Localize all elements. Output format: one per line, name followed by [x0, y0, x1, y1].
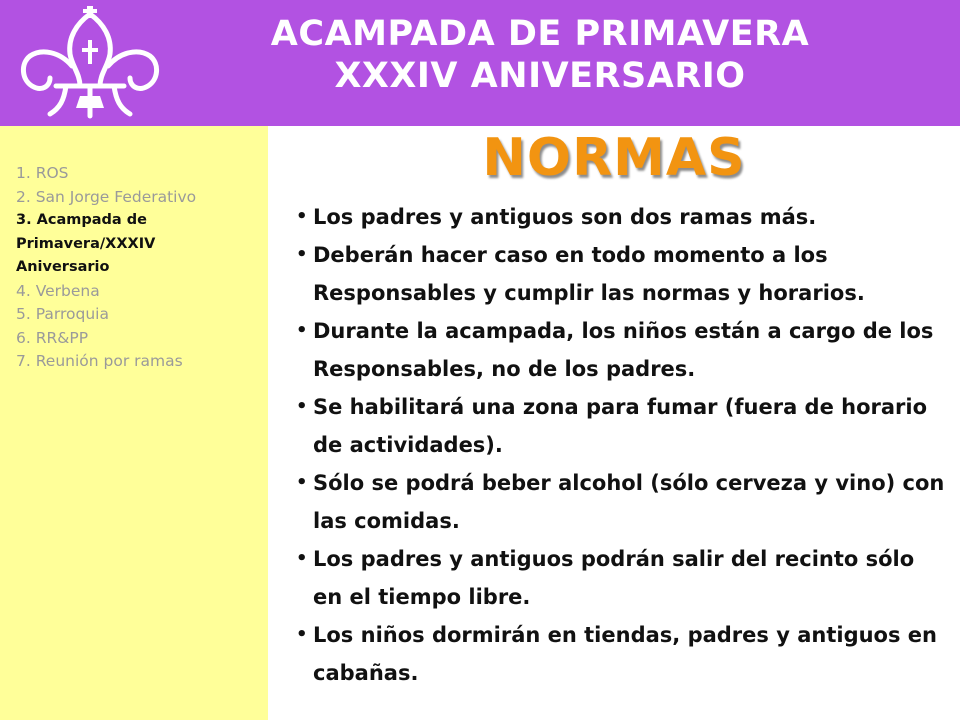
rule-item	[296, 388, 946, 464]
rule-text: Sólo se podrá beber alcohol (sólo cerveza y vino) con las comidas.	[313, 471, 945, 533]
scout-fleur-de-lis-logo-icon	[16, 4, 164, 122]
bullet-icon: •	[296, 206, 308, 227]
rule-text: Durante la acampada, los niños están a cargo de los Responsables, no de los padres.	[313, 319, 934, 381]
page-title-line-2: XXXIV ANIVERSARIO	[334, 56, 746, 96]
bullet-icon: •	[296, 548, 308, 569]
sidebar-item-ros[interactable]: 1. ROS	[16, 164, 69, 182]
bullet-icon: •	[296, 320, 308, 341]
bullet-icon: •	[296, 396, 308, 417]
bullet-icon: •	[296, 624, 308, 645]
rule-text: Los padres y antiguos podrán salir del recinto sólo en el tiempo libre.	[313, 547, 915, 609]
sidebar	[0, 126, 268, 720]
header-banner	[0, 0, 960, 126]
rule-item	[296, 198, 946, 236]
rule-text: Los niños dormirán en tiendas, padres y antiguos en cabañas.	[313, 623, 937, 685]
bullet-icon: •	[296, 472, 308, 493]
sidebar-item-parroquia[interactable]: 5. Parroquia	[16, 305, 109, 323]
sidebar-item-acampada-line-3[interactable]: Aniversario	[16, 259, 110, 275]
sidebar-item-reunion-por-ramas[interactable]: 7. Reunión por ramas	[16, 352, 183, 370]
main-content	[268, 126, 960, 720]
bullet-icon: •	[296, 244, 308, 265]
page-title-line-1: ACAMPADA DE PRIMAVERA	[270, 14, 810, 54]
rule-text: Se habilitará una zona para fumar (fuera de horario de actividades).	[313, 395, 928, 457]
section-heading: NORMAS	[482, 128, 746, 188]
rule-text: Deberán hacer caso en todo momento a los Responsables y cumplir las normas y horarios.	[313, 243, 865, 305]
rule-item	[296, 236, 946, 312]
sidebar-nav	[16, 162, 261, 374]
rules-list	[296, 198, 946, 692]
sidebar-item-acampada-line-1[interactable]: 3. Acampada de	[16, 212, 147, 228]
sidebar-item-verbena[interactable]: 4. Verbena	[16, 281, 100, 300]
sidebar-item-rrpp[interactable]: 6. RR&PP	[16, 328, 89, 347]
sidebar-item-acampada-line-2[interactable]: Primavera/XXXIV	[16, 235, 156, 252]
sidebar-item-san-jorge-federativo[interactable]: 2. San Jorge Federativo	[16, 187, 197, 206]
rule-item	[296, 616, 946, 692]
rule-item	[296, 464, 946, 540]
rule-text: Los padres y antiguos son dos ramas más.	[313, 205, 817, 229]
rule-item	[296, 312, 946, 388]
rule-item	[296, 540, 946, 616]
